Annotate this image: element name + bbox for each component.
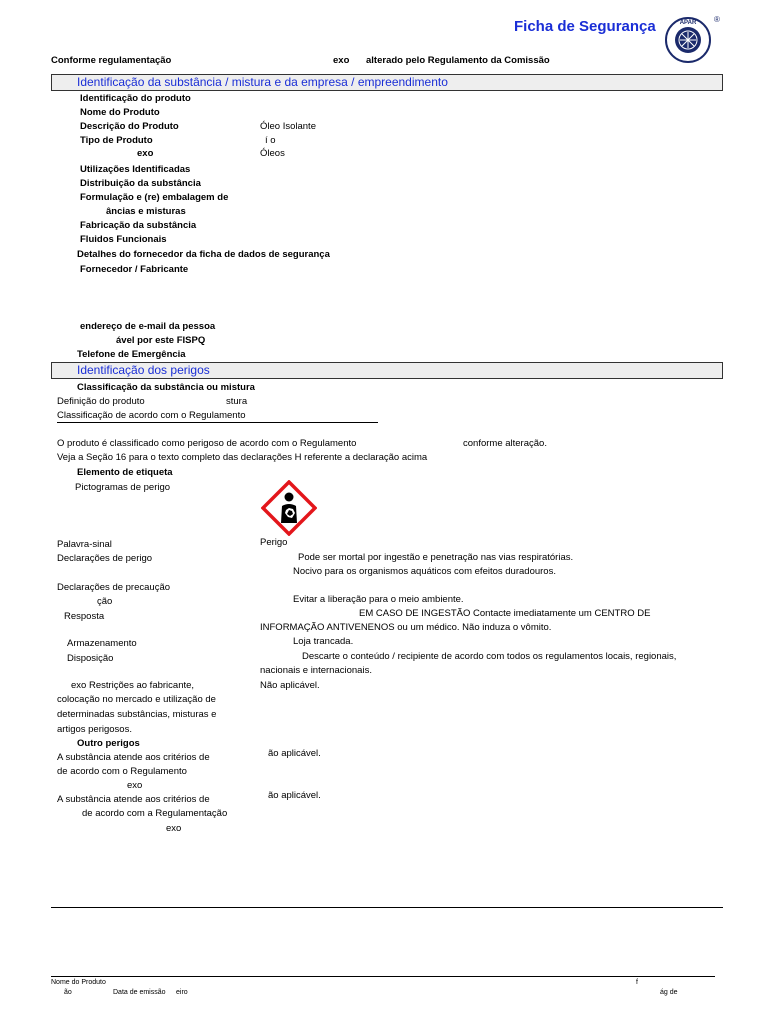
footer-month: eiro <box>176 989 188 996</box>
use-manufacture: Fabricação da substância <box>80 220 197 231</box>
hazard-statement-2: Nocivo para os organismos aquáticos com efeitos duradouros. <box>293 566 556 577</box>
classified-text: O produto é classificado como perigoso de acordo com o Regulamento <box>57 438 357 449</box>
restrictions-value: Não aplicável. <box>260 680 320 691</box>
restrictions-label-4: artigos perigosos. <box>57 724 132 735</box>
classification-regulation: Classificação de acordo com o Regulamento <box>57 410 246 421</box>
criteria-1-line-2: de acordo com o Regulamento <box>57 766 187 777</box>
classified-text-end: conforme alteração. <box>463 438 547 449</box>
classification-heading: Classificação da substância ou mistura <box>77 382 255 393</box>
restrictions-label-2: colocação no mercado e utilização de <box>57 694 216 705</box>
use-distribution: Distribuição da substância <box>80 178 201 189</box>
footer-version: ão <box>64 989 72 996</box>
storage-value: Loja trancada. <box>293 636 354 647</box>
supplier-details-label: Detalhes do fornecedor da ficha de dados de segurança <box>77 249 330 260</box>
email-label: endereço de e-mail da pessoa <box>80 321 216 332</box>
response-value-1: EM CASO DE INGESTÃO Contacte imediatamente um CENTRO DE <box>359 608 651 619</box>
content-bottom-rule <box>51 907 723 908</box>
footer-page: ág de <box>660 989 678 996</box>
product-identifier-label: Identificação do produto <box>80 93 191 104</box>
use-formulation: Formulação e (re) embalagem de <box>80 192 229 203</box>
signal-word-label: Palavra-sinal <box>57 539 112 550</box>
storage-label: Armazenamento <box>67 638 137 649</box>
svg-text:®: ® <box>714 15 720 24</box>
criteria-2-line-1: A substância atende aos critérios de <box>57 794 210 805</box>
section-2-header <box>51 362 723 379</box>
criteria-1-line-3: exo <box>127 780 143 791</box>
label-elements-heading: Elemento de etiqueta <box>77 467 173 478</box>
supplier-label: Fornecedor / Fabricante <box>80 264 189 275</box>
restrictions-label-1: exo Restrições ao fabricante, <box>71 680 195 691</box>
restrictions-label-3: determinadas substâncias, misturas e <box>57 709 217 720</box>
criteria-2-line-2: de acordo com a Regulamentação <box>82 808 228 819</box>
disposal-value-2: nacionais e internacionais. <box>260 665 372 676</box>
pictograms-label: Pictogramas de perigo <box>75 482 171 493</box>
precaution-label: Declarações de precaução <box>57 582 171 593</box>
product-definition-value: stura <box>226 396 248 407</box>
product-type-label: Tipo de Produto <box>80 135 153 146</box>
email-label-cont: ável por este FISPQ <box>116 335 206 346</box>
footer-rule <box>51 976 715 977</box>
document-title: Ficha de Segurança <box>514 18 656 35</box>
identified-uses-label: Utilizações Identificadas <box>80 164 191 175</box>
apar-logo-icon <box>664 10 720 66</box>
annex-label: exo <box>137 148 154 159</box>
other-hazards-heading: Outro perigos <box>77 738 140 749</box>
use-formulation-cont: âncias e misturas <box>106 206 186 217</box>
product-name-label: Nome do Produto <box>80 107 160 118</box>
prevention-value: Evitar a liberação para o meio ambiente. <box>293 594 464 605</box>
prevention-label: ção <box>97 596 113 607</box>
regulation-right: alterado pelo Regulamento da Comissão <box>366 55 550 66</box>
regulation-left: Conforme regulamentação <box>51 55 172 66</box>
section-2-title: Identificação dos perigos <box>77 363 210 377</box>
svg-text:APAR: APAR <box>679 20 697 26</box>
footer-right-top: f <box>636 979 638 986</box>
response-label: Resposta <box>64 611 105 622</box>
section-1-title: Identificação da substância / mistura e da empresa / empreendimento <box>77 75 448 89</box>
product-description-value: Óleo Isolante <box>260 121 316 132</box>
use-functional-fluids: Fluidos Funcionais <box>80 234 167 245</box>
footer-product-name: Nome do Produto <box>51 979 106 986</box>
hazard-statements-label: Declarações de perigo <box>57 553 153 564</box>
signal-word-value: Perigo <box>260 537 288 548</box>
criteria-2-line-3: exo <box>166 823 182 834</box>
section-1-header <box>51 74 723 91</box>
product-type-value: í o <box>265 135 276 146</box>
classification-underline <box>57 422 378 423</box>
criteria-1-value: ão aplicável. <box>268 748 321 759</box>
see-section-16: Veja a Seção 16 para o texto completo das declarações H referente a declaração acima <box>57 452 428 463</box>
annex-value: Óleos <box>260 148 285 159</box>
criteria-1-line-1: A substância atende aos critérios de <box>57 752 210 763</box>
health-hazard-icon <box>261 480 317 536</box>
disposal-label: Disposição <box>67 653 114 664</box>
product-description-label: Descrição do Produto <box>80 121 179 132</box>
footer-issue-date: Data de emissão <box>113 989 166 996</box>
disposal-value-1: Descarte o conteúdo / recipiente de acordo com todos os regulamentos locais, regionais, <box>302 651 677 662</box>
product-definition-label: Definição do produto <box>57 396 145 407</box>
emergency-phone-label: Telefone de Emergência <box>77 349 186 360</box>
hazard-statement-1: Pode ser mortal por ingestão e penetração nas vias respiratórias. <box>298 552 574 563</box>
regulation-mid: exo <box>333 55 350 66</box>
response-value-2: INFORMAÇÃO ANTIVENENOS ou um médico. Não induza o vômito. <box>260 622 552 633</box>
criteria-2-value: ão aplicável. <box>268 790 321 801</box>
